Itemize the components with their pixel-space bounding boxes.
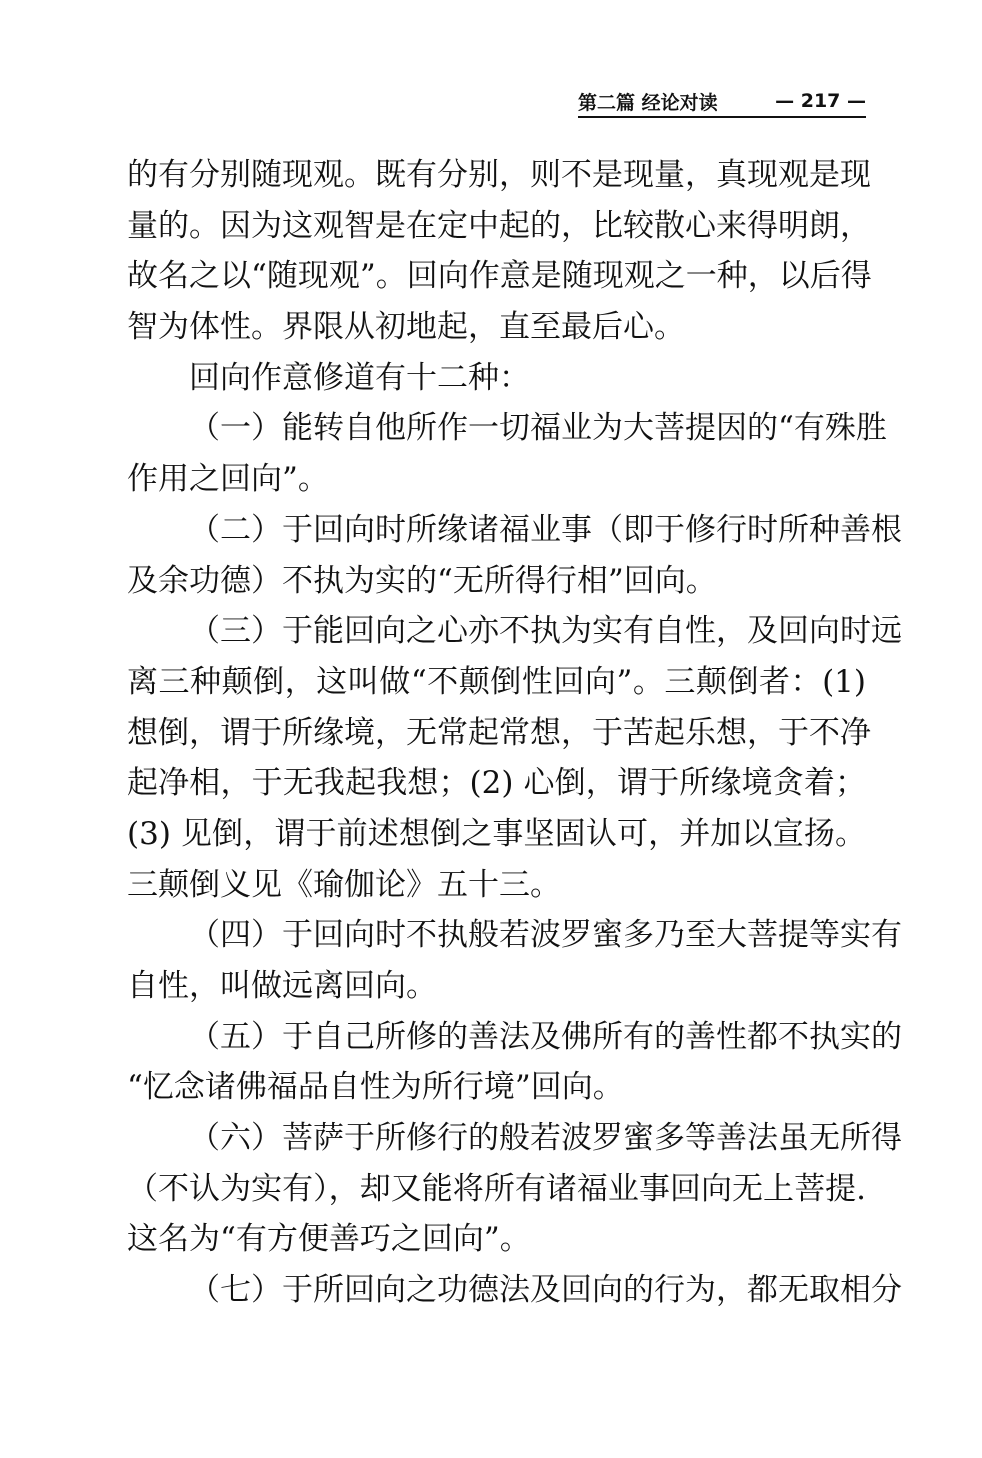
body-text (127, 150, 902, 1316)
text-line: 及余功德）不执为实的“无所得行相”回向。 (127, 562, 717, 599)
text-line: “忆念诸佛福品自性为所行境”回向。 (127, 1069, 624, 1106)
page-number: — 217 — (775, 90, 866, 112)
text-line: （一）能转自他所作一切福业为大菩提因的“有殊胜 (189, 410, 887, 447)
text-line: 离三种颠倒，这叫做“不颠倒性回向”。三颠倒者：(1) (127, 663, 866, 700)
text-line: （六）菩萨于所修行的般若波罗蜜多等善法虽无所得 (189, 1120, 902, 1157)
text-line: 量的。因为这观智是在定中起的，比较散心来得明朗， (127, 207, 871, 244)
text-line: 想倒，谓于所缘境，无常起常想，于苦起乐想，于不净 (127, 714, 871, 751)
text-line: （四）于回向时不执般若波罗蜜多乃至大菩提等实有 (189, 917, 902, 954)
text-line: 三颠倒义见《瑜伽论》五十三。 (127, 866, 561, 903)
text-line: 智为体性。界限从初地起，直至最后心。 (127, 309, 685, 346)
running-header (578, 86, 866, 118)
text-line: 这名为“有方便善巧之回向”。 (127, 1221, 531, 1258)
text-line: 自性，叫做远离回向。 (127, 968, 437, 1004)
text-line: （不认为实有），却又能将所有诸福业事回向无上菩提. (127, 1170, 866, 1207)
section-title: 第二篇 经论对读 (578, 91, 718, 114)
text-line: （七）于所回向之功德法及回向的行为，都无取相分 (189, 1272, 902, 1309)
text-line: （五）于自己所修的善法及佛所有的善性都不执实的 (189, 1018, 902, 1055)
text-line: 的有分别随现观。既有分别，则不是现量，真现观是现 (127, 157, 871, 193)
text-line: 起净相，于无我起我想；(2) 心倒，谓于所缘境贪着； (127, 765, 866, 802)
text-line: （二）于回向时所缘诸福业事（即于修行时所种善根 (189, 511, 902, 548)
text-line: 故名之以“随现观”。回向作意是随现观之一种，以后得 (127, 258, 872, 295)
text-line: 回向作意修道有十二种： (189, 359, 530, 396)
text-line: （三）于能回向之心亦不执为实有自性，及回向时远 (189, 613, 902, 650)
text-line: 作用之回向”。 (127, 461, 329, 498)
text-line: (3) 见倒，谓于前述想倒之事坚固认可，并加以宣扬。 (127, 815, 866, 852)
